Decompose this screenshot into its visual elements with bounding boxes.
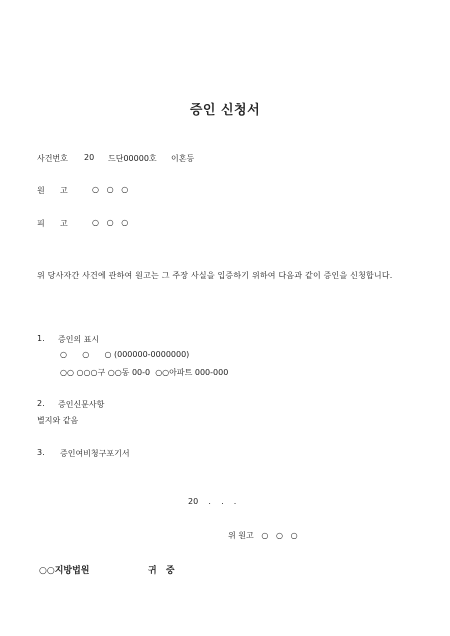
section-2-heading: 증인신문사항 bbox=[58, 400, 105, 409]
addressee: 귀 중 bbox=[148, 566, 178, 576]
section-1-line-2: ○○ ○○○구 ○○동 00-0 ○○아파트 000-000 bbox=[60, 368, 229, 377]
case-number: 드단00000호 bbox=[108, 154, 157, 163]
date-line: 20 . . . bbox=[188, 497, 237, 506]
case-name: 이혼등 bbox=[171, 154, 195, 163]
defendant-name: ○ ○ ○ bbox=[92, 218, 129, 227]
section-1-line-1: ○ ○ ○ (000000-0000000) bbox=[60, 350, 190, 359]
case-number-label: 사건번호 bbox=[37, 154, 68, 163]
court-name: ○○지방법원 bbox=[39, 566, 90, 576]
case-year: 20 bbox=[84, 153, 95, 162]
section-2-number: 2. bbox=[37, 399, 45, 408]
body-paragraph: 위 당사자간 사건에 관하여 원고는 그 주장 사실을 입증하기 위하여 다음과 같이 증인을 신청합니다. bbox=[37, 271, 393, 280]
section-3-number: 3. bbox=[37, 448, 45, 457]
section-3-heading: 증인여비청구포기서 bbox=[60, 449, 130, 458]
plaintiff-name: ○ ○ ○ bbox=[92, 185, 129, 194]
section-1-heading: 증인의 표시 bbox=[58, 335, 100, 344]
signature-line: 위 원고 ○ ○ ○ bbox=[228, 531, 298, 540]
plaintiff-label: 원 고 bbox=[37, 186, 68, 195]
section-1-number: 1. bbox=[37, 334, 45, 343]
section-2-line-1: 별지와 같음 bbox=[37, 416, 79, 425]
defendant-label: 피 고 bbox=[37, 219, 68, 228]
document-title: 증인 신청서 bbox=[189, 103, 261, 118]
